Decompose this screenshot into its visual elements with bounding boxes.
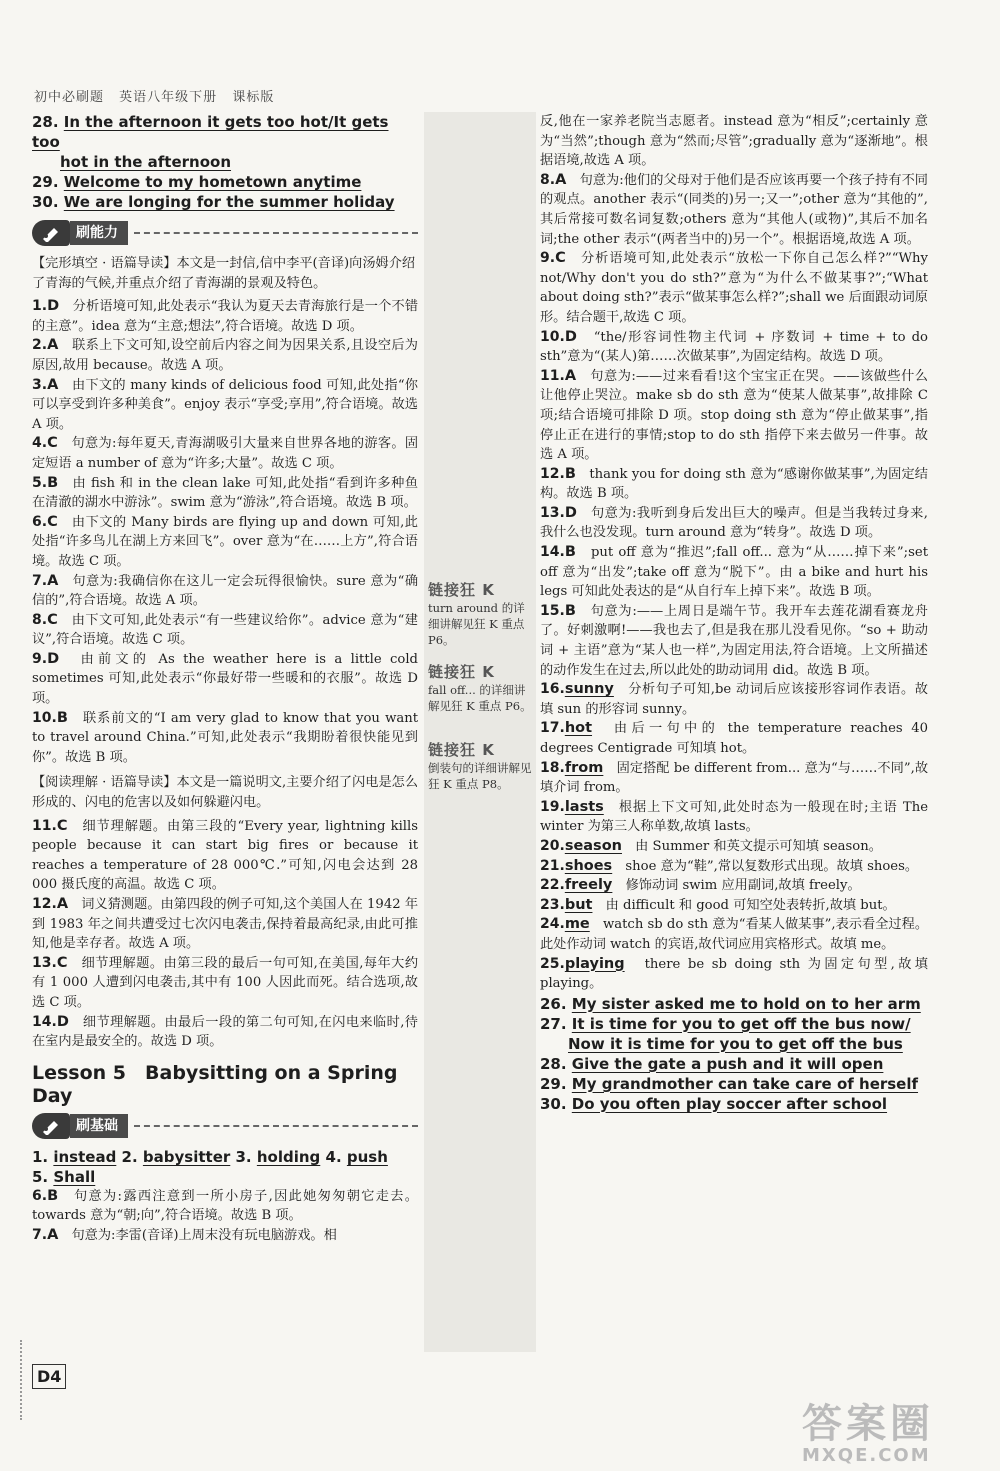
item-key: D: [47, 298, 60, 315]
answer-line: [540, 1074, 928, 1094]
item-number: 8.: [540, 171, 556, 188]
answer-text: Now it is time for you to get off the bus: [568, 1034, 903, 1053]
item-explanation: watch sb do sth 意为“看某人做某事”,表示看全过程。此处作动词 watch 的宾语,故代词应用宾格形式。故填 me。: [540, 917, 929, 952]
list-item: [32, 297, 418, 336]
item-key: B: [47, 1187, 59, 1204]
item-explanation: 由 Summer 和英文提示可知填 season。: [635, 838, 882, 854]
item-number: 25.: [540, 955, 565, 972]
item-number: 6.: [32, 1187, 48, 1204]
logo-text: 答案圈: [802, 1401, 934, 1447]
item-explanation: thank you for doing sth 意为“感谢你做某事”,为固定结构。故选 B 项。: [540, 466, 928, 502]
item-explanation: 细节理解题。由最后一段的第二句可知,在闪电来临时,待在室内是最安全的。故选 D 项。: [32, 1014, 418, 1050]
basics-words-line: [32, 1147, 418, 1167]
item-number: 2.: [32, 337, 48, 354]
item-number: 12.: [32, 896, 57, 912]
item-number: 8.: [32, 611, 48, 628]
list-item: [32, 650, 418, 709]
ability-banner: [32, 218, 418, 248]
answer-text: We are longing for the summer holiday: [63, 193, 395, 211]
right-answer-list: [540, 112, 928, 994]
list-item: [32, 434, 418, 473]
item-number: 9.: [540, 250, 556, 267]
item-explanation: 分析语境可知,此处表示“放松一下你自己怎么样?”“Why not/Why don't you do sth?”意为“为什么不做某事?”;“What about doing sth?”表示“做某事怎么样?”;shall we 后面跟动词原形。结合题干,故选 C 项。: [540, 251, 929, 325]
basics-word: push: [346, 1147, 388, 1166]
list-item: [540, 719, 928, 758]
right-sentence-answers: [540, 994, 928, 1114]
list-item: [32, 817, 418, 895]
list-item: [540, 328, 928, 367]
item-key: A: [555, 171, 567, 188]
item-number: 12.: [540, 465, 565, 482]
item-explanation: 句意为:——过来看看!这个宝宝正在哭。——该做些什么让他停止哭泣。make sb do sth 意为“使某人做某事”,故排除 C 项;结合语境可排除 D 项。stop doing sth 意为“停止做某事”,指停止正在进行的事情;stop to do sth 指停下来去做另一件事。故选 A 项。: [540, 368, 928, 463]
item-explanation: 词义猜测题。由第四段的例子可知,这个美国人在 1942 年到 1983 年之间共遭受过七次闪电袭击,保持着最高纪录,由此可推知,他是幸存者。故选 A 项。: [32, 897, 419, 952]
answer-text: Do you often play soccer after school: [571, 1094, 888, 1113]
reading-intro: 【阅读理解 · 语篇导读】本文是一篇说明文,主要介绍了闪电是怎么形成的、闪电的危害以及如何躲避闪电。: [32, 775, 419, 811]
list-item: [32, 895, 418, 954]
item-explanation: put off 意为“推迟”;fall off... 意为“从……掉下来”;set off 意为“出发”;take off 意为“脱下”。由 a bike and hurt his legs 可知此处表达的是“从自行车上掉下来”。故选 B 项。: [540, 545, 928, 600]
list-item: [32, 1013, 418, 1052]
list-item: [32, 572, 418, 611]
item-explanation: “the/形容词性物主代词 + 序数词 + time + to do sth”意为“(某人)第……次做某事”,为固定结构。故选 D 项。: [540, 329, 928, 365]
basics-word: babysitter: [142, 1147, 231, 1166]
item-key: from: [564, 759, 604, 776]
margin-dots: [20, 1340, 22, 1420]
item-number: 11.: [32, 817, 57, 834]
item-number: 10.: [540, 328, 565, 345]
list-item: [32, 376, 418, 435]
answer-number: 29.: [32, 173, 64, 191]
item-number: 17.: [540, 720, 565, 737]
side-note-text: fall off... 的详细讲解见狂 K 重点 P6。: [428, 683, 532, 713]
answer-number: 30.: [540, 1094, 572, 1113]
item-explanation: 由前文的 As the weather here is a little cold sometimes 可知,此处表示“你最好带一些暖和的衣服”。故选 D 项。: [32, 651, 418, 707]
item-explanation: 句意为:李雷(音译)上周末没有玩电脑游戏。相: [71, 1227, 337, 1243]
item-number: 16.: [540, 681, 565, 698]
item-key: C: [555, 250, 566, 267]
answer-text: My sister asked me to hold on to her arm: [571, 994, 921, 1013]
cloze-intro: 【完形填空 · 语篇导读】本文是一封信,信中李平(音译)向汤姆介绍了青海的气候,并重点介绍了青海湖的景观及特色。: [32, 256, 416, 291]
list-item: [540, 504, 928, 543]
subject-name: 英语八年级下册: [119, 90, 218, 105]
item-key: C: [47, 435, 58, 452]
answer-text: hot in the afternoon: [60, 153, 232, 171]
list-item: [32, 513, 418, 572]
edition-name: 课标版: [232, 90, 275, 105]
item-key: A: [47, 1226, 59, 1243]
page-number: D4: [32, 1364, 66, 1389]
answer-number: 29.: [540, 1074, 572, 1093]
banner-rule: [134, 232, 418, 234]
item-number: 5.: [32, 474, 48, 491]
right-column: [540, 112, 928, 1114]
item-key: A: [56, 896, 69, 912]
item-explanation: 分析句子可知,be 动词后应该接形容词作表语。故填 sun 的形容词 sunny。: [540, 682, 928, 717]
list-item: [540, 759, 928, 798]
side-note-tag: 链接狂 K: [428, 663, 495, 681]
reading-answer-list: [32, 817, 418, 1052]
item-key: C: [47, 611, 58, 628]
item-number: 4.: [32, 435, 48, 452]
list-item: [540, 955, 928, 994]
answer-number: 30.: [32, 193, 64, 211]
basics-words-line-2: [32, 1167, 418, 1187]
item-explanation: 由 fish 和 in the clean lake 可知,此处指“看到许多种鱼在清澈的湖水中游泳”。swim 意为“游泳”,符合语境。故选 B 项。: [32, 475, 419, 511]
list-item: [540, 915, 928, 954]
answer-line: [540, 1034, 928, 1054]
side-note-item: [428, 582, 534, 648]
side-note-text: 倒装句的详细讲解见狂 K 重点 P8。: [428, 761, 532, 791]
side-note-item: [428, 664, 534, 714]
item-explanation: there be sb doing sth 为固定句型,故填 playing。: [540, 956, 928, 992]
basics-word: Shall: [53, 1167, 96, 1186]
basics-number: 1.: [32, 1147, 54, 1166]
item-explanation: 联系前文的“I am very glad to know that you want to travel around China.”可知,此处表示“我期盼着很快能见到你”。故选 B 项。: [32, 710, 419, 765]
item-key: playing: [564, 955, 625, 972]
item-explanation: 由下文的 many kinds of delicious food 可知,此处指“你可以享受到许多种美食”。enjoy 表示“享受;享用”,符合语境。故选 A 项。: [32, 377, 418, 432]
item-number: 24.: [540, 916, 565, 933]
answer-text: Welcome to my hometown anytime: [63, 173, 362, 191]
answer-text: It is time for you to get off the bus now/: [571, 1014, 911, 1033]
item-number: 7.: [32, 1226, 48, 1243]
side-note-text: turn around 的详细讲解见狂 K 重点 P6。: [428, 601, 525, 647]
side-gutter: [424, 112, 536, 1352]
item-explanation: 句意为:——上周日是端午节。我开车去莲花湖看赛龙舟了。好刺激啊!——我也去了,但是我在那儿没看见你。“so + 助动词 + 主语”意为“某人也一样”,为固定用法,符合语境。上文所描述的动作发生在过去,所以此处的助动词用 did。故选 B 项。: [540, 603, 928, 678]
basics-banner: [32, 1111, 418, 1141]
lesson-title: Lesson 5 Babysitting on a Spring Day: [32, 1061, 398, 1107]
item-key: B: [564, 602, 576, 619]
item-number: 9.: [32, 650, 48, 667]
item-key: B: [564, 544, 576, 561]
item-number: 18.: [540, 759, 565, 776]
item-number: 11.: [540, 367, 565, 384]
item-explanation: 句意为:他们的父母对于他们是否应该再要一个孩子持有不同的观点。another 表示“(同类的)另一;又一”;other 意为“其他的”,其后常接可数名词复数;others 意为“其他人(或物)”,其后不加名词;the other 表示“(两者当中的)另一个”。根据语境,故选 A 项。: [540, 172, 928, 247]
list-item: [540, 680, 928, 719]
answer-text: Give the gate a push and it will open: [571, 1054, 884, 1073]
answer-line: [32, 192, 418, 212]
item-explanation: 根据上下文可知,此处时态为一般现在时;主语 The winter 为第三人称单数,故填 lasts。: [540, 799, 929, 835]
item-explanation: 修饰动词 swim 应用副词,故填 freely。: [625, 878, 861, 894]
list-item: [540, 367, 928, 465]
item-key: me: [564, 916, 590, 933]
list-item: [540, 543, 928, 602]
pen-icon: [32, 1113, 70, 1139]
basics-word: instead: [53, 1147, 117, 1166]
item-explanation: 句意为:每年夏天,青海湖吸引大量来自世界各地的游客。固定短语 a number of 意为“许多;大量”。故选 C 项。: [32, 436, 419, 471]
item-explanation: 由下文的 Many birds are flying up and down 可知,此处指“许多鸟儿在湖上方来回飞”。over 意为“在……上方”,符合语境。故选 C 项。: [32, 514, 418, 569]
side-note-tag: 链接狂 K: [428, 741, 495, 759]
item-key: freely: [564, 877, 613, 894]
item-key: shoes: [564, 857, 613, 874]
pen-icon: [32, 220, 70, 246]
item-key: B: [47, 474, 59, 491]
item-explanation: 由下文可知,此处表示“有一些建议给你”。advice 意为“建议”,符合语境。故选 C 项。: [32, 612, 418, 648]
side-note-item: [428, 742, 534, 792]
basics-number: 2.: [121, 1147, 143, 1166]
item-explanation: 细节理解题。由第三段的最后一句可知,在美国,每年大约有 1 000 人遭到闪电袭击,其中有 100 人因此而死。结合选项,故选 C 项。: [32, 955, 419, 1010]
item-explanation: 由 difficult 和 good 可知空处表转折,故填 but。: [605, 897, 896, 913]
basics-label: 刷基础: [70, 1114, 128, 1138]
item-number: 6.: [32, 513, 48, 530]
item-number: 19.: [540, 798, 565, 815]
list-item: [540, 465, 928, 504]
item-number: 10.: [32, 709, 57, 726]
item-number: 14.: [540, 544, 565, 561]
banner-rule: [134, 1125, 418, 1127]
item-key: A: [47, 337, 59, 354]
item-key: D: [56, 1013, 69, 1030]
list-item: [540, 112, 928, 171]
answer-line: [540, 1014, 928, 1034]
item-number: 23.: [540, 896, 565, 913]
item-number: 3.: [32, 376, 48, 393]
item-key: but: [564, 896, 593, 913]
list-item: [32, 1226, 418, 1246]
item-number: 13.: [32, 954, 57, 971]
list-item: [540, 876, 928, 896]
item-explanation: 反,他在一家养老院当志愿者。instead 意为“相反”;certainly 意为“当然”;though 意为“然而;尽管”;gradually 意为“逐渐地”。根据语境,故选 A 项。: [540, 114, 928, 169]
list-item: [540, 249, 928, 327]
answer-number: 26.: [540, 994, 572, 1013]
item-key: hot: [564, 720, 593, 737]
item-explanation: 固定搭配 be different from... 意为“与……不同”,故填介词 from。: [540, 760, 929, 796]
item-explanation: 句意为:我听到身后发出巨大的噪声。但是当我转过身来,我什么也没发现。turn around 意为“转身”。故选 D 项。: [540, 505, 928, 541]
item-key: A: [47, 376, 59, 393]
item-explanation: shoe 意为“鞋”,常以复数形式出现。故填 shoes。: [625, 858, 919, 874]
item-key: D: [564, 328, 577, 345]
basics-number: 4.: [325, 1147, 347, 1166]
left-top-answers: [32, 112, 418, 212]
answer-text: My grandmother can take care of herself: [571, 1074, 919, 1093]
item-number: 13.: [540, 504, 565, 521]
list-item: [32, 611, 418, 650]
item-key: B: [56, 709, 68, 726]
item-explanation: 分析语境可知,此处表示“我认为夏天去青海旅行是一个不错的主意”。idea 意为“主意;想法”,符合语境。故选 D 项。: [32, 299, 419, 334]
list-item: [540, 837, 928, 857]
side-note-tag: 链接狂 K: [428, 581, 495, 599]
list-item: [540, 798, 928, 837]
list-item: [32, 474, 418, 513]
item-key: sunny: [564, 681, 614, 698]
cloze-answer-list: [32, 297, 418, 767]
answer-number: 28.: [32, 113, 64, 131]
book-name: 初中必刷题: [34, 90, 105, 105]
left-column: [32, 112, 418, 1246]
item-number: 22.: [540, 877, 565, 894]
basics-number: 3.: [235, 1147, 257, 1166]
item-explanation: 联系上下文可知,设空前后内容之间为因果关系,且设空后为原因,故用 because。故选 A 项。: [32, 338, 418, 373]
answer-text: In the afternoon it gets too hot/It gets too: [32, 113, 389, 151]
running-header: [34, 86, 284, 105]
basics-number: 5.: [32, 1167, 54, 1186]
item-key: C: [56, 817, 68, 834]
list-item: [32, 954, 418, 1013]
basics-word: holding: [256, 1147, 321, 1166]
item-key: A: [47, 572, 59, 589]
item-explanation: 句意为:露西注意到一所小房子,因此她匆匆朝它走去。towards 意为“朝;向”,符合语境。故选 B 项。: [32, 1188, 418, 1224]
answer-number: 27.: [540, 1014, 572, 1033]
answer-number: 28.: [540, 1054, 572, 1073]
item-key: C: [47, 513, 58, 530]
answer-line: [540, 994, 928, 1014]
item-number: 14.: [32, 1013, 57, 1030]
item-number: 7.: [32, 572, 48, 589]
item-key: B: [564, 465, 576, 482]
item-number: 15.: [540, 602, 565, 619]
ability-label: 刷能力: [70, 221, 128, 245]
list-item: [32, 709, 418, 768]
answer-line: [540, 1094, 928, 1114]
list-item: [540, 896, 928, 916]
list-item: [32, 336, 418, 375]
item-explanation: 由后一句中的 the temperature reaches 40 degrees Centigrade 可知填 hot。: [540, 721, 928, 756]
item-key: C: [56, 954, 68, 971]
item-key: lasts: [564, 798, 604, 815]
item-key: D: [564, 504, 577, 521]
answer-line: [32, 172, 418, 192]
site-logo: [802, 1392, 982, 1466]
item-explanation: 细节理解题。由第三段的“Every year, lightning kills people because it can start big fires or because it reaches a temperature of 28 000℃.”可知,闪电会达到 28 000 摄氏度的高温。故选 C 项。: [32, 818, 419, 893]
list-item: [540, 171, 928, 249]
item-number: 1.: [32, 298, 48, 315]
list-item: [32, 1187, 418, 1226]
item-explanation: 句意为:我确信你在这儿一定会玩得很愉快。sure 意为“确信的”,符合语境。故选 A 项。: [32, 573, 419, 609]
item-key: season: [564, 837, 622, 854]
item-number: 20.: [540, 837, 565, 854]
list-item: [540, 857, 928, 877]
item-key: A: [564, 367, 577, 384]
item-number: 21.: [540, 857, 565, 874]
answer-line: [540, 1054, 928, 1074]
lesson-answer-list: [32, 1187, 418, 1246]
item-key: D: [47, 650, 60, 667]
logo-url: MXQE.COM: [802, 1445, 931, 1466]
answer-line: [32, 152, 418, 172]
list-item: [540, 602, 928, 680]
answer-line: [32, 112, 418, 152]
